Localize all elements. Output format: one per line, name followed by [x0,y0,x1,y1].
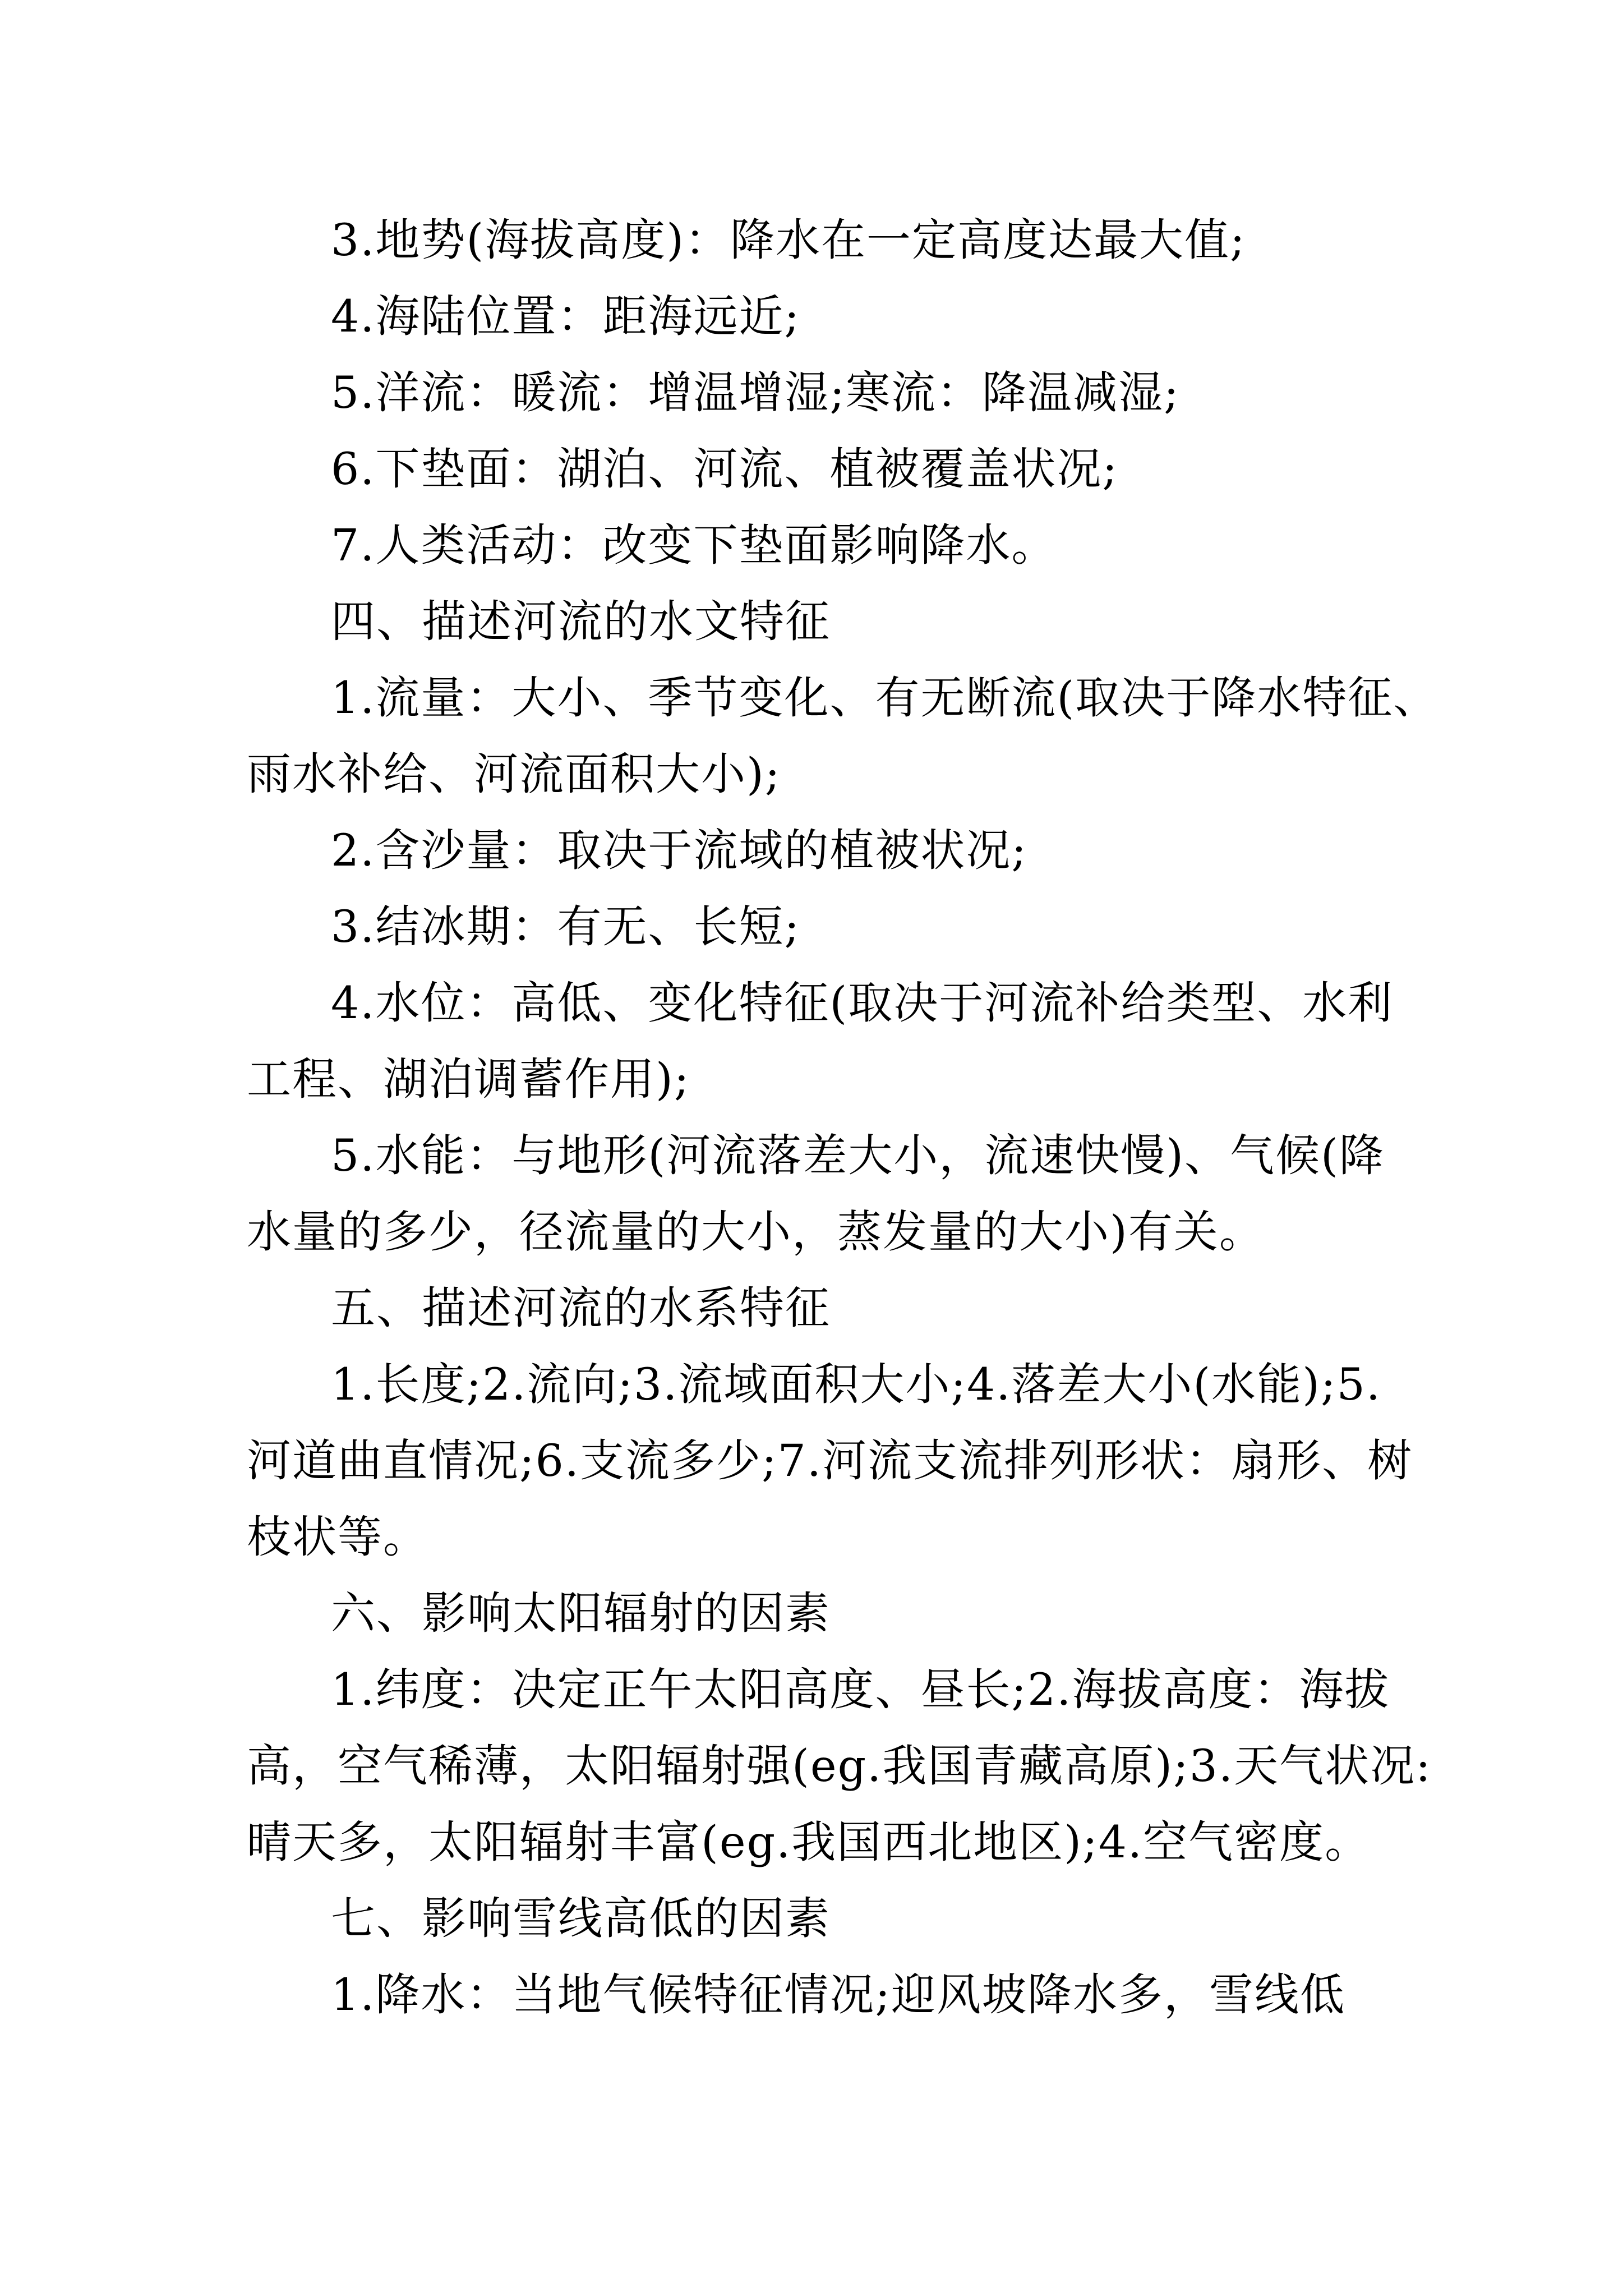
paragraph-line: 高，空气稀薄，太阳辐射强(eg.我国青藏高原);3.天气状况: [247,1740,1432,1792]
paragraph-line: 3.结冰期：有无、长短; [331,901,800,953]
section-heading: 五、描述河流的水系特征 [331,1282,831,1334]
paragraph-line: 4.海陆位置：距海远近; [331,291,800,342]
paragraph-line: 晴天多，太阳辐射丰富(eg.我国西北地区);4.空气密度。 [247,1816,1371,1868]
paragraph-line: 1.流量：大小、季节变化、有无断流(取决于降水特征、 [331,672,1439,724]
paragraph-line: 5.水能：与地形(河流落差大小，流速快慢)、气候(降 [331,1130,1385,1181]
paragraph-line: 5.洋流：暖流：增温增湿;寒流：降温减湿; [331,367,1180,418]
section-heading: 四、描述河流的水文特征 [331,596,831,647]
paragraph-line: 3.地势(海拔高度)：降水在一定高度达最大值; [331,214,1246,266]
page-body [247,202,1439,2033]
paragraph-line: 1.长度;2.流向;3.流域面积大小;4.落差大小(水能);5. [331,1359,1381,1410]
paragraph-line: 6.下垫面：湖泊、河流、植被覆盖状况; [331,443,1118,495]
paragraph-line: 河道曲直情况;6.支流多少;7.河流支流排列形状：扇形、树 [247,1435,1413,1487]
paragraph-line: 1.纬度：决定正午太阳高度、昼长;2.海拔高度：海拔 [331,1664,1390,1715]
paragraph-line: 水量的多少，径流量的大小，蒸发量的大小)有关。 [247,1206,1265,1258]
paragraph-line: 雨水补给、河流面积大小); [247,748,781,800]
paragraph-line: 7.人类活动：改变下垫面影响降水。 [331,519,1057,571]
paragraph-line: 4.水位：高低、变化特征(取决于河流补给类型、水利 [331,977,1394,1029]
paragraph-line: 1.降水：当地气候特征情况;迎风坡降水多，雪线低 [331,1969,1345,2021]
paragraph-line: 枝状等。 [247,1511,428,1563]
paragraph-line: 工程、湖泊调蓄作用); [247,1053,690,1105]
section-heading: 七、影响雪线高低的因素 [331,1893,831,1944]
paragraph-line: 2.含沙量：取决于流域的植被状况; [331,825,1027,876]
section-heading: 六、影响太阳辐射的因素 [331,1588,831,1639]
